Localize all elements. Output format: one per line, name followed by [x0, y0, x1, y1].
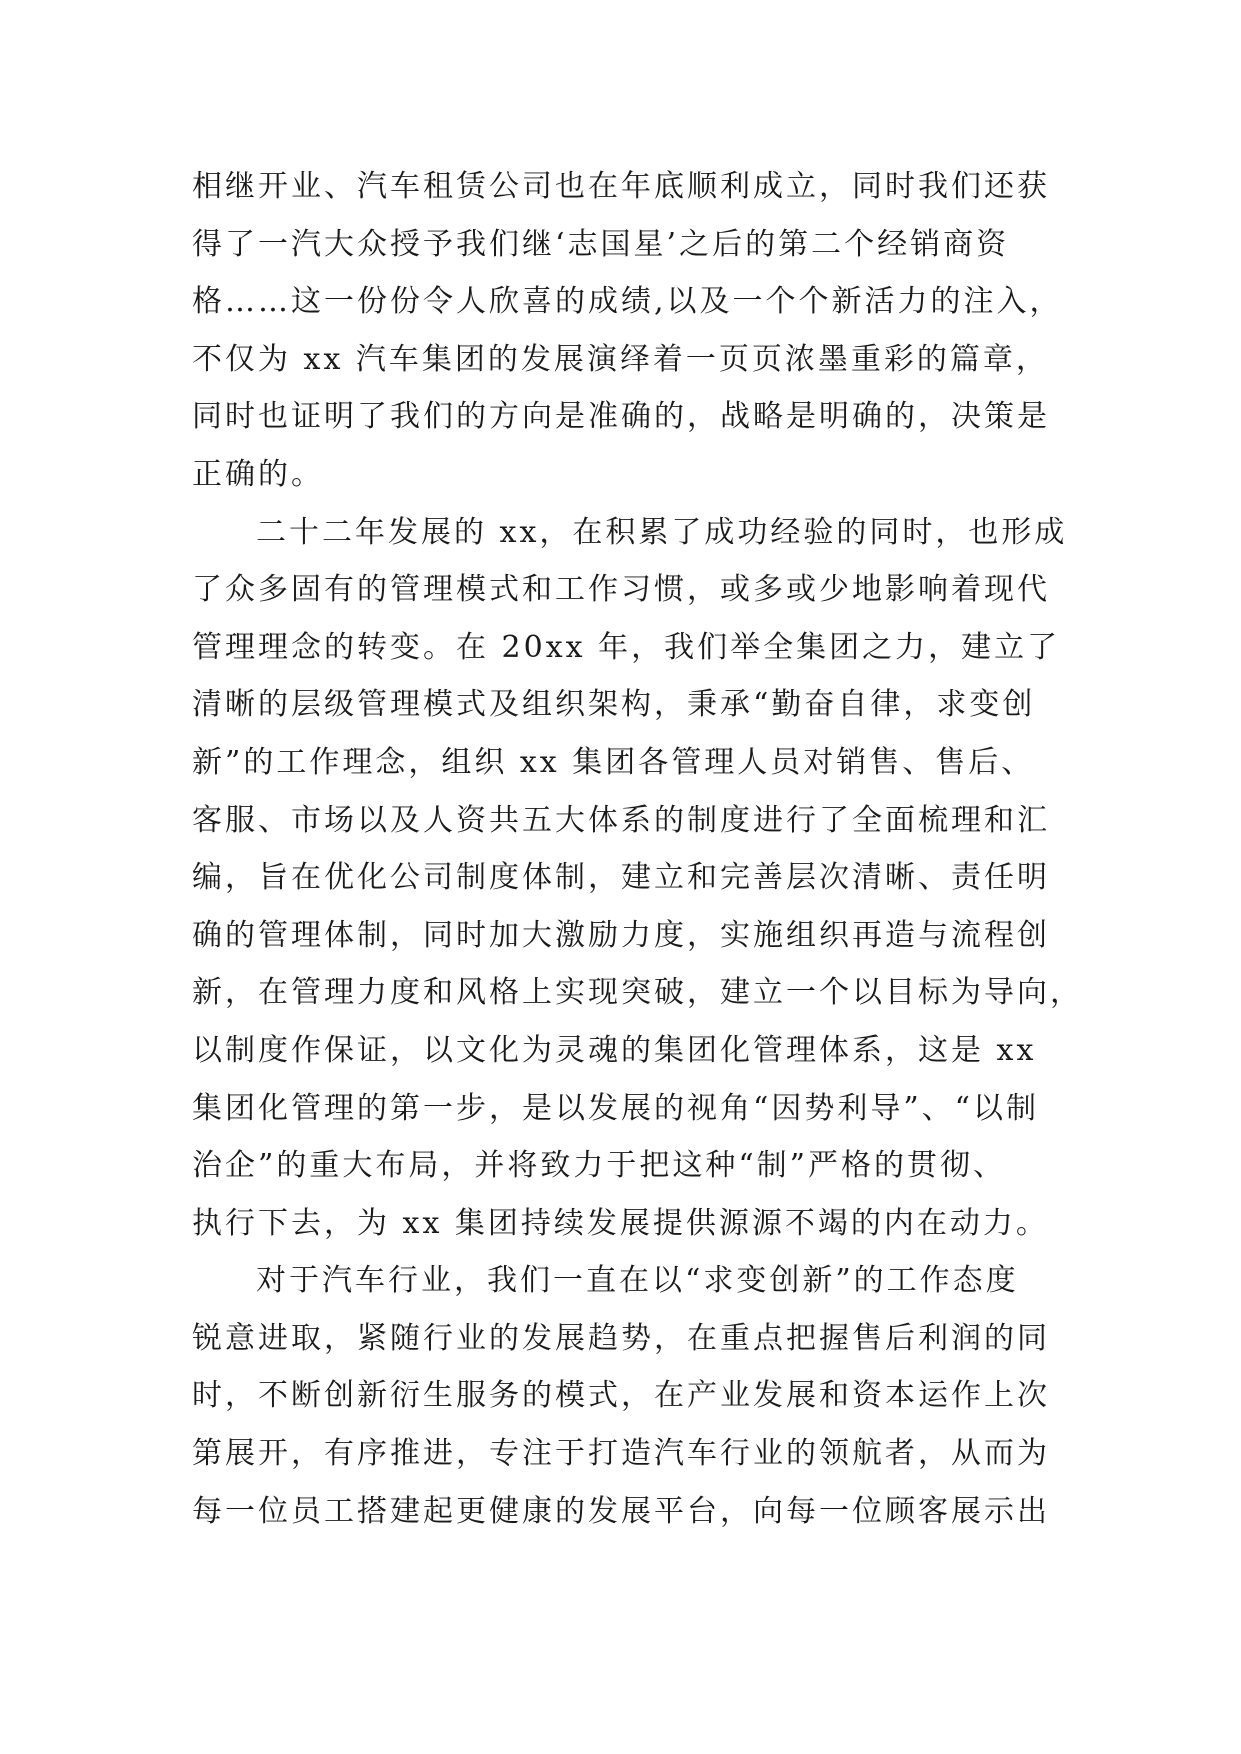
- text-line: 同时也证明了我们的方向是准确的，战略是明确的，决策是: [192, 399, 1050, 435]
- text-line: 了众多固有的管理模式和工作习惯，或多或少地影响着现代: [192, 572, 1050, 608]
- text-line: 以制度作保证，以文化为灵魂的集团化管理体系，这是 xx: [192, 1032, 1037, 1068]
- text-line: 新”的工作理念，组织 xx 集团各管理人员对销售、售后、: [192, 744, 1035, 780]
- text-line: 管理理念的转变。在 20xx 年，我们举全集团之力，建立了: [192, 629, 1061, 665]
- text-line: 正确的。: [192, 456, 324, 492]
- text-line: 每一位员工搭建起更健康的发展平台，向每一位顾客展示出: [192, 1493, 1050, 1529]
- text-line: 相继开业、汽车租赁公司也在年底顺利成立，同时我们还获: [192, 169, 1050, 204]
- text-line: 新，在管理力度和风格上实现突破，建立一个以目标为导向，: [192, 975, 1083, 1011]
- text-line: 不仅为 xx 汽车集团的发展演绎着一页页浓墨重彩的篇章，: [192, 341, 1049, 377]
- text-line: 第展开，有序推进，专注于打造汽车行业的领航者，从而为: [192, 1436, 1050, 1472]
- text-line: 编，旨在优化公司制度体制，建立和完善层次清晰、责任明: [192, 860, 1050, 896]
- text-line: 格……这一份份令人欣喜的成绩,以及一个个新活力的注入，: [192, 284, 1063, 320]
- paragraph-first-line: 对于汽车行业，我们一直在以“求变创新”的工作态度: [256, 1263, 1019, 1299]
- text-line: 治企”的重大布局，并将致力于把这种“制”严格的贯彻、: [192, 1148, 1007, 1184]
- text-line: 时，不断创新衍生服务的模式，在产业发展和资本运作上次: [192, 1378, 1050, 1414]
- text-line: 确的管理体制，同时加大激励力度，实施组织再造与流程创: [192, 917, 1050, 953]
- paragraph-first-line: 二十二年发展的 xx，在积累了成功经验的同时，也形成: [256, 514, 1068, 550]
- text-line: 执行下去，为 xx 集团持续发展提供源源不竭的内在动力。: [192, 1205, 1049, 1241]
- text-line: 得了一汽大众授予我们继‘志国星’之后的第二个经销商资: [192, 226, 1010, 262]
- text-line: 锐意进取，紧随行业的发展趋势，在重点把握售后利润的同: [192, 1320, 1050, 1356]
- body-text: [192, 158, 1083, 1540]
- text-line: 清晰的层级管理模式及组织架构，秉承“勤奋自律，求变创: [192, 687, 1036, 723]
- text-line: 客服、市场以及人资共五大体系的制度进行了全面梳理和汇: [192, 802, 1050, 838]
- text-line: 集团化管理的第一步，是以发展的视角“因势利导”、“以制: [192, 1090, 1040, 1126]
